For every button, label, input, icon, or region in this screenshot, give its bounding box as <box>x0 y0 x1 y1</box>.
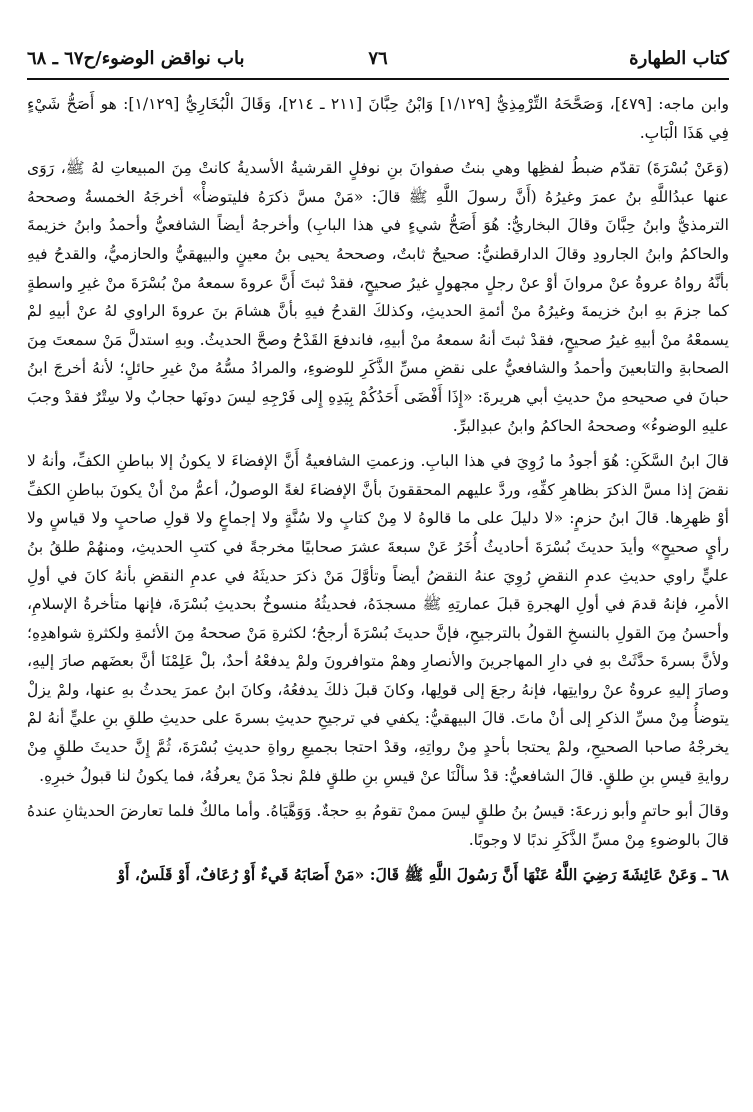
paragraph-abu-hatim: وقالَ أبو حاتمٍ وأبو زرعةَ: قيسُ بنُ طلقٍ ليسَ ممنْ تقومُ بهِ حجةٌ. وَوَهَّيَاهُ. وأما مالكٌ فلما تعارضَ الحديثانِ عندهُ قالَ بالوضوءِ مِنْ مسِّ الذَّكَرِ ندبًا لا وجوبًا. <box>27 802 729 849</box>
page-number: ٧٦ <box>368 48 388 69</box>
paragraph-hadith-68: ٦٨ ـ وَعَنْ عَائِشَةَ رَضِيَ اللَّهُ عَنْهَا أَنَّ رَسُولَ اللَّهِ ﷺ قَالَ: «مَنْ أَصَابَهُ قَيءٌ أَوْ رُعَافٌ، أَوْ قَلَسٌ، أَوْ <box>117 865 729 885</box>
paragraph-ibn-sakan: قالَ ابنُ السَّكَنِ: هُوَ أجودُ ما رُوِيَ في هذا البابِ. وزعمتِ الشافعيةُ أَنَّ الإفضاءَ لا يكونُ إلا بباطنِ الكفِّ، وأنهُ لا نقضَ إذا مسَّ الذكرَ بظاهرِ كفِّهِ، وردَّ عليهم المحققونَ بأنَّ الإفضاءَ لغةً الوصولُ، أعمُّ منْ أنْ يكونَ بباطنِ الكفِّ أوْ ظهرِها. قالَ ابنُ حزمٍ: «لا دليلَ على ما قالوهُ لا مِنْ كتابٍ ولا سُنَّةٍ ولا إجماعٍ ولا قولِ صاحبٍ ولا قياسٍ ولا رأيٍ صحيحٍ» وأيدَ حديثَ بُسْرَةَ أحاديثُ أُخَرُ عَنْ سبعةَ عشرَ صحابيًا مخرجةً في كتبِ الحديثِ، ومنهُمْ طلقُ بنُ عليٍّ راوي حديثِ عدمِ النقضِ رُوِيَ عنهُ النقضُ أيضاً وتأوَّلَ مَنْ ذكرَ حديثَهُ في عدمِ النقضِ بأنهُ كانَ في أولِ الأمرِ، فإنهُ قدمَ في أولِ الهجرةِ قبلَ عمارتِهِ ﷺ مسجدَهُ، فحديثُهُ منسوخٌ بحديثِ بُسْرَةَ، فإنها متأخرةُ الإسلامِ، وأحسنُ مِنَ القولِ بالنسخِ القولُ بالترجيحِ، فإنَّ حديثَ بُسْرَةَ أرجحُ؛ لكثرةِ مَنْ صححهُ مِنَ الأئمةِ ولكثرةِ شواهدِهِ؛ ولأنَّ بسرةَ حدَّثَتْ بهِ في دارِ المهاجرينَ والأنصارِ وهمْ متوافرونَ ولمْ يدفعْهُ أحدٌ، بلْ عَلِمْنَا أنَّ بعضَهم صارَ إليهِ، وصارَ إليهِ عروةُ عنْ روايتِها، فإنهُ رجعَ إلى قولِها، وكانَ قبلَ ذلكَ يدفعُهُ، وكانَ ابنُ عمرَ يحدثُ بهِ عنها، ولمْ يزلْ يتوضأُ مِنْ مسِّ الذكرِ إلى أنْ ماتَ. قالَ البيهقيُّ: يكفي في ترجيحِ حديثِ بسرةَ على حديثِ طلقِ بنِ عليٍّ أنهُ لمْ يخرجْهُ صاحبا الصحيحِ، ولمْ يحتجا بأحدٍ مِنْ رواتِهِ، وقدْ احتجا بجميعِ رواةِ حديثِ بُسْرَةَ، ثُمَّ إِنَّ حديثَ طلقٍ مِنْ روايةِ قيسِ بنِ طلقٍ. قالَ الشافعيُّ: قدْ سألْنَا عنْ قيسِ بنِ طلقٍ فلمْ نجدْ مَنْ يعرفُهُ، فما يكونُ لنا قبولُ خبرِهِ. <box>27 452 729 785</box>
book-title: كتاب الطهارة <box>629 48 729 69</box>
header-divider <box>27 78 729 80</box>
page-header <box>27 42 729 76</box>
paragraph-busra-commentary: (وَعَنْ بُسْرَةَ) تقدّم ضبطُ لفظِها وهي بنتُ صفوانَ بنِ نوفلٍ القرشيةُ الأسديةُ كانتْ مِنَ المبيعاتِ لهُ ﷺ، رَوَى عنها عبدُاللَّهِ بنُ عمرَ وغيرُهُ (أَنَّ رسولَ اللَّهِ ﷺ قالَ: «مَنْ مسَّ ذكرَهُ فليتوضأْ» أخرجَهُ الخمسةُ وصححهُ الترمذيُّ وابنُ حِبَّانَ وقالَ البخاريُّ: هُوَ أَصَحُّ شيءٍ في هذا البابِ) وأخرجهُ أيضاً الشافعيُّ وأحمدُ وابنُ خزيمةَ والحاكمُ وابنُ الجارودِ وقالَ الدارقطنيُّ: صحيحٌ ثابتٌ، وصححهُ يحيى بنُ معينٍ والبيهقيُّ والحازميُّ، والقدحُ فيهِ بأنَّهُ رواهُ عروةُ عنْ مروانَ أوْ عنْ رجلٍ مجهولٍ غيرُ صحيحٍ، فقدْ ثبتَ أَنَّ عروةَ سمعهُ منْ بُسْرَةَ منْ غيرِ واسطةٍ كما جزمَ بهِ ابنُ خزيمةَ وغيرُهُ منْ أئمةِ الحديثِ، وكذلكَ القدحُ فيهِ بأنَّ هشامَ بنَ عروةَ الراوي لهُ عنْ أبيهِ لمْ يسمعْهُ منْ أبيهِ غيرُ صحيحٍ، فقدْ ثبتَ أنهُ سمعهُ منْ أبيهِ، فاندفعَ القَدْحُ وصحَّ الحديثُ. وبهِ استدلَّ مَنْ سمعتَ مِنَ الصحابةِ والتابعينَ وأحمدُ والشافعيُّ على نقضِ مسِّ الذَّكَرِ للوضوءِ، والمرادُ مسُّهُ منْ غيرِ حائلٍ؛ لأنهُ أخرجَ ابنُ حبانَ في صحيحهِ منْ حديثِ أبي هريرةَ: «إِذَا أَفْضَى أَحَدُكُمْ بِيَدِهِ إِلى فَرْجِهِ ليسَ دونَها حجابٌ ولا سِتْرٌ فقدْ وجبَ عليهِ الوضوءُ» وصححهُ الحاكمُ وابنُ عبدِالبرِّ. <box>27 159 729 435</box>
chapter-reference: باب نواقض الوضوء/ح٦٧ ـ ٦٨ <box>27 48 245 69</box>
paragraph-citation: وابن ماجه: [٤٧٩]، وَصَحَّحَهُ التِّرْمِذِيُّ [١/١٢٩] وَابْنُ حِبَّانَ [٢١١ ـ ٢١٤]، وَقَالَ الْبُخَارِيُّ [١/١٢٩]: هو أَصَحُّ شَيْءٍ فِي هَذَا الْبَابِ. <box>27 95 729 142</box>
page-body <box>27 90 729 890</box>
